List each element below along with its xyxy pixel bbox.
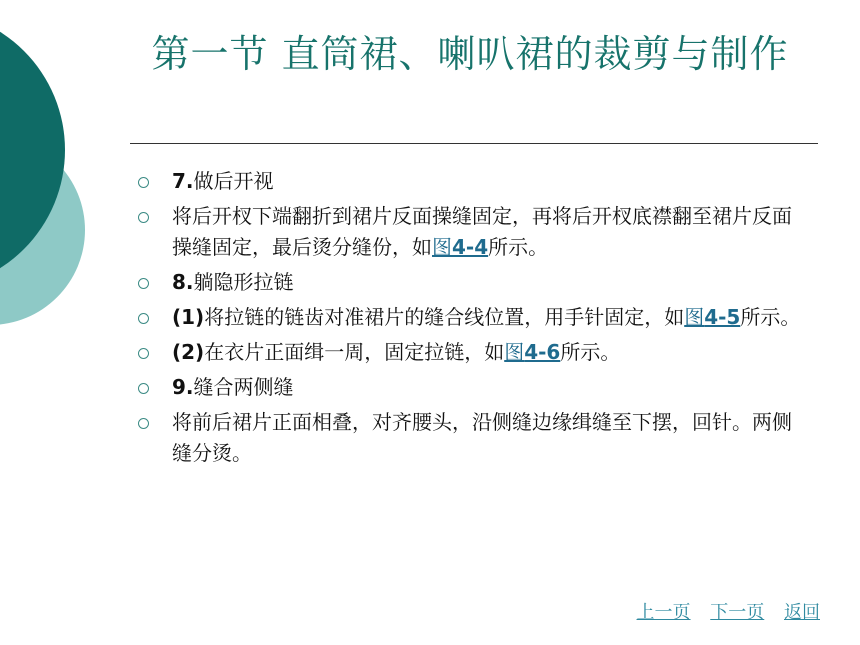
list-item	[138, 407, 806, 469]
item-number: (1)	[172, 305, 205, 329]
bullet-circle-icon	[138, 383, 149, 394]
item-text: 缝合两侧缝	[193, 375, 294, 399]
item-number: (2)	[172, 340, 205, 364]
bullet-circle-icon	[138, 418, 149, 429]
list-item	[138, 166, 806, 197]
list-item	[138, 372, 806, 403]
list-item	[138, 201, 806, 263]
page-title: 第一节 直筒裙、喇叭裙的裁剪与制作	[151, 32, 789, 76]
item-text: 将后开杈下端翻折到裙片反面操缝固定，再将后开杈底襟翻至裙片反面操缝固定，最后烫分缝份，如	[172, 204, 792, 259]
figure-link-4-6[interactable]: 图4-6	[504, 340, 561, 364]
item-number: 9.	[172, 375, 194, 399]
list-item	[138, 302, 806, 333]
bullet-circle-icon	[138, 278, 149, 289]
item-text-after: 所示。	[488, 235, 549, 259]
slide-navigation	[623, 598, 820, 624]
item-number: 7.	[172, 169, 194, 193]
item-number: 8.	[172, 270, 194, 294]
item-text: 将前后裙片正面相叠，对齐腰头，沿侧缝边缘缉缝至下摆，回针。两侧缝分烫。	[172, 410, 792, 465]
list-item	[138, 337, 806, 368]
item-text: 在衣片正面缉一周，固定拉链，如	[204, 340, 505, 364]
item-text: 做后开视	[193, 169, 274, 193]
next-page-link[interactable]: 下一页	[710, 602, 765, 623]
bullet-circle-icon	[138, 177, 149, 188]
item-text-after: 所示。	[560, 340, 621, 364]
bullet-circle-icon	[138, 212, 149, 223]
figure-link-4-5[interactable]: 图4-5	[684, 305, 741, 329]
back-link[interactable]: 返回	[784, 602, 820, 623]
item-text: 躺隐形拉链	[193, 270, 294, 294]
decorative-circles	[0, 0, 120, 360]
list-item	[138, 267, 806, 298]
prev-page-link[interactable]: 上一页	[636, 602, 691, 623]
bullet-circle-icon	[138, 348, 149, 359]
figure-link-4-4[interactable]: 图4-4	[432, 235, 489, 259]
bullet-circle-icon	[138, 313, 149, 324]
item-text-after: 所示。	[740, 305, 801, 329]
item-text: 将拉链的链齿对准裙片的缝合线位置，用手针固定，如	[204, 305, 685, 329]
title-divider	[130, 143, 818, 144]
bullet-list	[138, 166, 806, 473]
